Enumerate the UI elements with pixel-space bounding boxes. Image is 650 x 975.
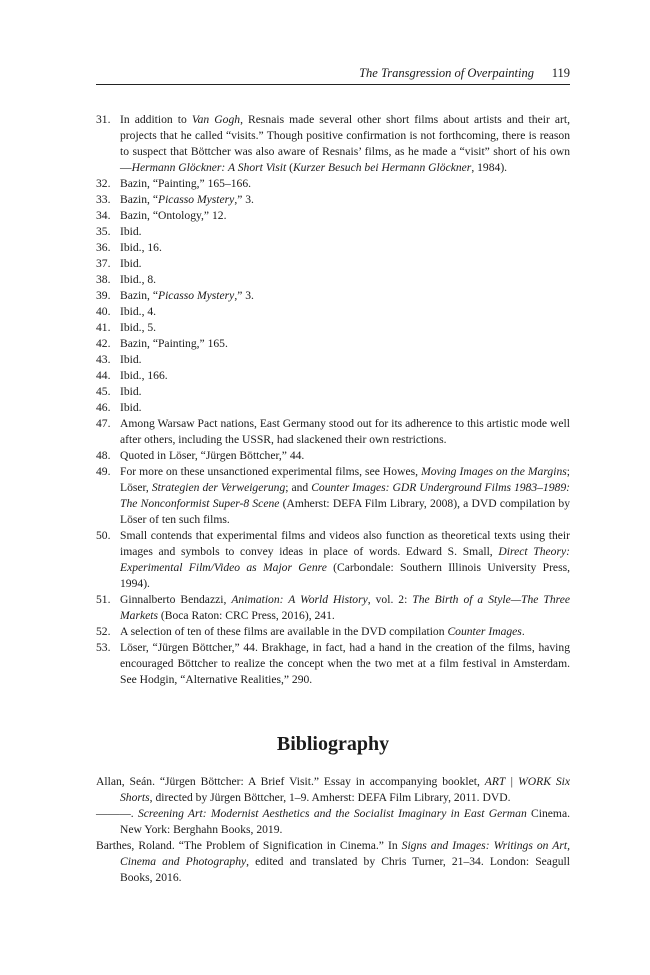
endnote-number: 51. [96, 593, 111, 606]
endnote-text: Small contends that experimental films and videos also function as theoretical texts using their images and symbols to convey ideas in place of words. Edward S. Small, Direct Theory: Experimental Film/Video as Major Genre (Carbondale: Southern Illinois University Press, 1994). [120, 529, 570, 590]
bibliography-list [96, 774, 570, 886]
endnote-number: 37. [96, 257, 111, 270]
endnote-text: Ibid. [120, 353, 142, 366]
endnote-text: Ibid., 16. [120, 241, 162, 254]
bibliography-entry: ———. Screening Art: Modernist Aesthetics and the Socialist Imaginary in East German Cinema. New York: Berghahn Books, 2019. [96, 807, 570, 836]
endnote [96, 112, 570, 176]
endnote-text: Quoted in Löser, “Jürgen Böttcher,” 44. [120, 449, 305, 462]
bibliography-entry: Allan, Seán. “Jürgen Böttcher: A Brief Visit.” Essay in accompanying booklet, ART | WORK Six Shorts, directed by Jürgen Böttcher, 1–9. Amherst: DEFA Film Library, 2011. DVD. [96, 775, 571, 804]
endnote-number: 34. [96, 209, 111, 222]
endnote [96, 256, 570, 272]
page-number: 119 [551, 66, 570, 80]
endnote-number: 32. [96, 177, 111, 190]
endnote [96, 400, 570, 416]
endnote-number: 39. [96, 289, 111, 302]
endnote-text: A selection of ten of these films are available in the DVD compilation Counter Images. [120, 625, 525, 638]
endnote-text: Ibid., 166. [120, 369, 168, 382]
endnote-text: Ibid., 8. [120, 273, 157, 286]
endnote [96, 528, 570, 592]
endnote-text: Bazin, “Painting,” 165. [120, 337, 228, 350]
endnote [96, 336, 570, 352]
endnote-text: Bazin, “Picasso Mystery,” 3. [120, 193, 254, 206]
endnote [96, 352, 570, 368]
running-header [96, 64, 570, 85]
endnote-number: 31. [96, 113, 111, 126]
endnote-text: Ginnalberto Bendazzi, Animation: A World History, vol. 2: The Birth of a Style—The Three Markets (Boca Raton: CRC Press, 2016), 241. [120, 593, 570, 622]
endnote [96, 384, 570, 400]
endnote-text: Löser, “Jürgen Böttcher,” 44. Brakhage, in fact, had a hand in the creation of the films, having encouraged Böttcher to realize the concept when the two met at a film festival in Amsterdam. See Hodgin, “Alternative Realities,” 290. [120, 641, 570, 686]
endnote-number: 47. [96, 417, 111, 430]
endnote-text: Ibid. [120, 401, 142, 414]
endnote-text: Ibid., 4. [120, 305, 157, 318]
endnotes-list [96, 112, 570, 688]
endnote-number: 46. [96, 401, 111, 414]
endnote [96, 192, 570, 208]
endnote-text: Ibid. [120, 385, 142, 398]
endnote-text: Bazin, “Ontology,” 12. [120, 209, 227, 222]
endnote [96, 464, 570, 528]
endnote-number: 36. [96, 241, 111, 254]
endnote-text: Ibid. [120, 225, 142, 238]
endnote-number: 48. [96, 449, 111, 462]
endnote-text: In addition to Van Gogh, Resnais made several other short films about artists and their art, projects that he called “visits.” Though positive confirmation is not forthcoming, there is reason to suspect that Böttcher was also aware of Resnais’ films, as he made a “visit” short of his own—Hermann Glöckner: A Short Visit (Kurzer Besuch bei Hermann Glöckner, 1984). [120, 113, 570, 174]
endnote-text: Bazin, “Painting,” 165–166. [120, 177, 252, 190]
endnote-number: 40. [96, 305, 111, 318]
endnote-number: 35. [96, 225, 111, 238]
bibliography-heading: Bibliography [276, 733, 390, 755]
endnote [96, 624, 570, 640]
endnote-number: 44. [96, 369, 111, 382]
endnote-number: 43. [96, 353, 111, 366]
endnote [96, 288, 570, 304]
endnote-number: 38. [96, 273, 111, 286]
endnote-number: 45. [96, 385, 111, 398]
endnote-number: 33. [96, 193, 111, 206]
endnote [96, 640, 570, 688]
endnote-number: 49. [96, 465, 111, 478]
endnote-text: Ibid., 5. [120, 321, 157, 334]
endnote [96, 176, 570, 192]
bibliography-entry: Barthes, Roland. “The Problem of Signification in Cinema.” In Signs and Images: Writings on Art, Cinema and Photography, edited and translated by Chris Turner, 21–34. London: Seagull Books, 2016. [96, 839, 570, 884]
endnote [96, 224, 570, 240]
endnote-text: Bazin, “Picasso Mystery,” 3. [120, 289, 254, 302]
endnote [96, 416, 570, 448]
endnote-text: For more on these unsanctioned experimental films, see Howes, Moving Images on the Margins; Löser, Strategien der Verweigerung; and Counter Images: GDR Underground Films 1983–1989: The Nonconformist Super-8 Scene (Amherst: DEFA Film Library, 2008), a DVD compilation by Löser of ten such films. [120, 465, 571, 526]
endnote-number: 50. [96, 529, 111, 542]
endnote-number: 42. [96, 337, 111, 350]
endnote [96, 304, 570, 320]
endnote [96, 368, 570, 384]
endnote [96, 208, 570, 224]
endnote-text: Ibid. [120, 257, 142, 270]
endnote-number: 53. [96, 641, 111, 654]
endnote [96, 240, 570, 256]
endnote [96, 272, 570, 288]
endnote-number: 52. [96, 625, 111, 638]
endnote [96, 592, 570, 624]
endnote-text: Among Warsaw Pact nations, East Germany stood out for its adherence to this artistic mode well after others, including the USSR, had slackened their own restrictions. [120, 417, 570, 446]
endnote [96, 320, 570, 336]
endnote [96, 448, 570, 464]
running-title: The Transgression of Overpainting [359, 66, 534, 80]
endnote-number: 41. [96, 321, 111, 334]
